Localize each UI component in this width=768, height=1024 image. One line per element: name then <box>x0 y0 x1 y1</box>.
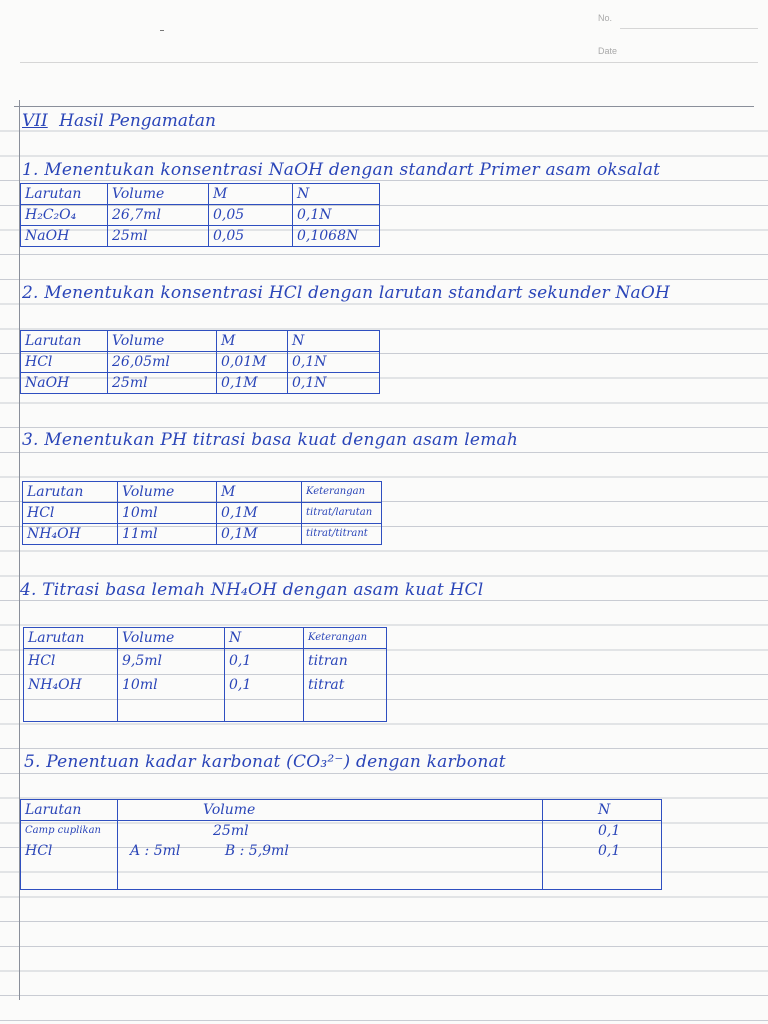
table-header-cell: Volume <box>108 331 217 352</box>
table-row <box>24 697 387 722</box>
top-rule <box>14 106 754 107</box>
title-text: Hasil Pengamatan <box>59 111 216 131</box>
table-cell: 0,1M <box>217 373 288 394</box>
table-cell: NaOH <box>21 226 108 247</box>
table-cell: 9,5ml <box>118 649 225 674</box>
table-row <box>23 503 382 524</box>
table-cell: 0,1M <box>217 503 302 524</box>
table-header-cell: Larutan <box>23 482 118 503</box>
table-cell: 0,1N <box>288 352 380 373</box>
page-mark <box>160 30 164 31</box>
table-cell: 0,05 <box>209 205 293 226</box>
table-header-cell: M <box>209 184 293 205</box>
table-header-row <box>23 482 382 503</box>
table-cell: 0,1N <box>293 205 380 226</box>
table-header-row <box>21 800 662 821</box>
table-row <box>21 841 662 861</box>
table-row <box>21 205 380 226</box>
page-title <box>22 111 216 131</box>
table-header-cell: N <box>225 628 304 649</box>
table-header-cell: Larutan <box>21 331 108 352</box>
table-cell: 25ml <box>108 226 209 247</box>
table-cell: HCl <box>23 503 118 524</box>
table-header-row <box>21 184 380 205</box>
table-cell: 0,1 <box>543 841 662 861</box>
table-cell: 11ml <box>118 524 217 545</box>
table-cell: A : 5ml B : 5,9ml <box>118 841 543 861</box>
table-header-cell: Volume <box>118 482 217 503</box>
table-cell: 0,1 <box>225 673 304 697</box>
section-3-heading: 3. Menentukan PH titrasi basa kuat dengan asam lemah <box>22 430 518 450</box>
table-header-cell: Volume <box>118 628 225 649</box>
table-cell: Camp cuplikan <box>21 821 118 842</box>
page-header-area <box>0 0 768 106</box>
date-label: Date <box>598 46 618 56</box>
section-1-heading: 1. Menentukan konsentrasi NaOH dengan standart Primer asam oksalat <box>22 160 661 180</box>
section-5-table <box>20 799 662 890</box>
table-cell: 0,05 <box>209 226 293 247</box>
table-cell: titrat/titrant <box>302 524 382 545</box>
table-header-cell: Volume <box>118 800 543 821</box>
table-cell: NH₄OH <box>23 524 118 545</box>
table-cell: titran <box>304 649 387 674</box>
table-header-cell: N <box>293 184 380 205</box>
table-cell: 26,05ml <box>108 352 217 373</box>
section-3-table <box>22 481 382 545</box>
table-cell <box>543 861 662 890</box>
no-line <box>620 28 758 29</box>
table-cell: 25ml <box>118 821 543 842</box>
no-label: No. <box>598 13 613 23</box>
table-header-cell: M <box>217 482 302 503</box>
table-cell: H₂C₂O₄ <box>21 205 108 226</box>
table-cell: 0,1 <box>543 821 662 842</box>
section-4-heading: 4. Titrasi basa lemah NH₄OH dengan asam kuat HCl <box>20 580 484 600</box>
table-cell: titrat/larutan <box>302 503 382 524</box>
table-header-cell: M <box>217 331 288 352</box>
table-header-cell: Keterangan <box>304 628 387 649</box>
table-cell: 10ml <box>118 673 225 697</box>
table-row <box>21 226 380 247</box>
table-cell <box>225 697 304 722</box>
table-cell: NaOH <box>21 373 108 394</box>
table-row <box>21 373 380 394</box>
table-header-cell: Larutan <box>21 800 118 821</box>
table-cell: HCl <box>21 352 108 373</box>
table-cell: 0,1068N <box>293 226 380 247</box>
table-cell: 0,1 <box>225 649 304 674</box>
section-2-table <box>20 330 380 394</box>
title-number: VII <box>22 111 48 131</box>
table-header-cell: N <box>543 800 662 821</box>
table-cell <box>304 697 387 722</box>
table-cell <box>118 861 543 890</box>
section-4-table <box>23 627 387 722</box>
table-header-row <box>21 331 380 352</box>
table-header-cell: Larutan <box>24 628 118 649</box>
section-2-heading: 2. Menentukan konsentrasi HCl dengan larutan standart sekunder NaOH <box>22 283 671 303</box>
table-header-cell: N <box>288 331 380 352</box>
date-line <box>20 62 758 63</box>
table-cell: HCl <box>24 649 118 674</box>
table-cell <box>24 697 118 722</box>
table-cell: 26,7ml <box>108 205 209 226</box>
table-cell: 0,1M <box>217 524 302 545</box>
table-row <box>24 673 387 697</box>
table-row <box>21 352 380 373</box>
table-row <box>23 524 382 545</box>
table-cell: NH₄OH <box>24 673 118 697</box>
table-cell: 0,1N <box>288 373 380 394</box>
table-cell: HCl <box>21 841 118 861</box>
table-cell: 10ml <box>118 503 217 524</box>
table-cell: titrat <box>304 673 387 697</box>
section-1-table <box>20 183 380 247</box>
table-header-cell: Larutan <box>21 184 108 205</box>
table-header-cell: Volume <box>108 184 209 205</box>
table-cell: 25ml <box>108 373 217 394</box>
table-row <box>21 821 662 842</box>
table-header-row <box>24 628 387 649</box>
table-header-cell: Keterangan <box>302 482 382 503</box>
table-row <box>24 649 387 674</box>
table-cell <box>118 697 225 722</box>
table-row <box>21 861 662 890</box>
table-cell <box>21 861 118 890</box>
section-5-heading: 5. Penentuan kadar karbonat (CO₃²⁻) dengan karbonat <box>24 752 506 772</box>
table-cell: 0,01M <box>217 352 288 373</box>
